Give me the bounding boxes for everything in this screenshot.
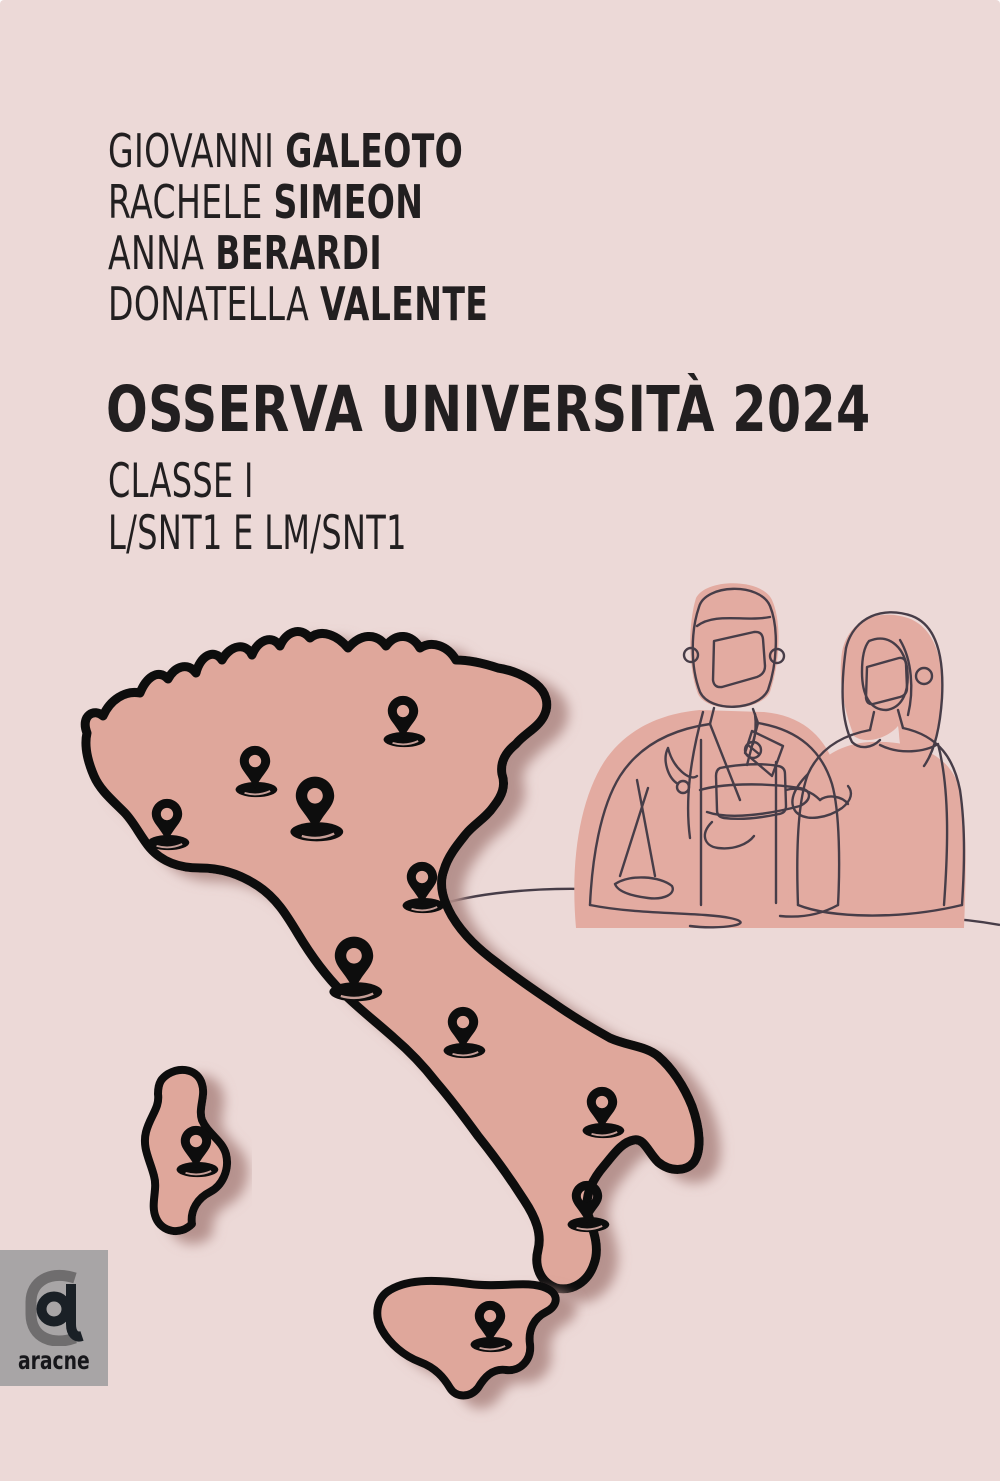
- author-first-name: RACHELE: [108, 175, 263, 229]
- author-line: [108, 228, 488, 279]
- medical-figures-illustration: [574, 583, 965, 928]
- author-first-name: DONATELLA: [108, 277, 310, 331]
- author-first-name: GIOVANNI: [108, 124, 275, 178]
- subtitle-classe: CLASSE I: [108, 454, 254, 509]
- author-line: [108, 279, 488, 330]
- author-line: [108, 126, 488, 177]
- publisher-logo: [0, 1250, 108, 1386]
- author-last-name: GALEOTO: [285, 124, 464, 178]
- author-last-name: SIMEON: [273, 175, 424, 229]
- subtitle-code: L/SNT1 E LM/SNT1: [108, 506, 407, 561]
- aracne-monogram-icon: [23, 1268, 85, 1346]
- author-list: [108, 126, 636, 330]
- book-subtitle: [108, 456, 547, 560]
- stylized-italy-map: [85, 632, 699, 1396]
- author-line: [108, 177, 488, 228]
- publisher-name: aracne: [18, 1346, 90, 1375]
- author-last-name: BERARDI: [215, 226, 383, 280]
- author-last-name: VALENTE: [320, 277, 489, 331]
- author-first-name: ANNA: [108, 226, 205, 280]
- book-title: OSSERVA UNIVERSITÀ 2024: [106, 373, 871, 446]
